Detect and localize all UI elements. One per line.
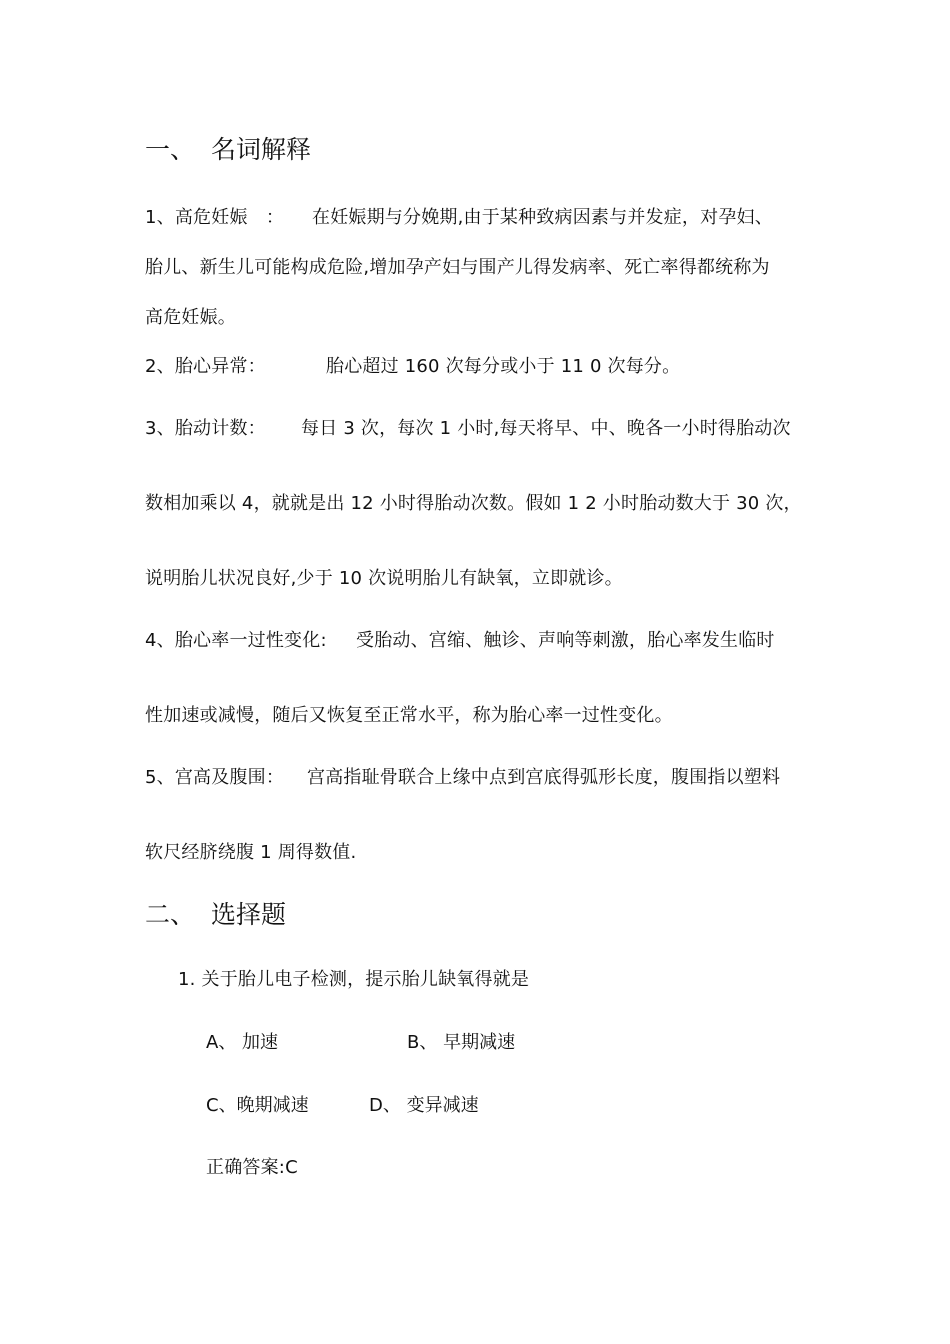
section-number: 二、 bbox=[145, 900, 196, 929]
section-heading-1 bbox=[145, 134, 311, 166]
definition-text: 在妊娠期与分娩期,由于某种致病因素与并发症，对孕妇、 bbox=[312, 207, 773, 228]
definition-term: 2、胎心异常： bbox=[145, 356, 266, 377]
definition-4-line-2: 性加速或减慢，随后又恢复至正常水平，称为胎心率一过性变化。 bbox=[145, 705, 673, 726]
correct-answer: 正确答案:C bbox=[206, 1157, 298, 1178]
option-c: C、晚期减速 bbox=[206, 1095, 309, 1116]
definition-2-line-1 bbox=[145, 355, 680, 379]
definition-3-line-2: 数相加乘以 4，就就是出 12 小时得胎动次数。假如 1 2 小时胎动数大于 30 次， bbox=[145, 493, 802, 514]
section-heading-2 bbox=[145, 899, 286, 931]
definition-5-line-2: 软尺经脐绕腹 1 周得数值. bbox=[145, 842, 357, 863]
definition-3-line-1 bbox=[145, 417, 791, 441]
definition-4-line-1 bbox=[145, 629, 775, 653]
definition-text: 每日 3 次，每次 1 小时,每天将早、中、晚各一小时得胎动次 bbox=[301, 418, 791, 439]
section-title: 选择题 bbox=[211, 900, 287, 929]
definition-1-line-3: 高危妊娠。 bbox=[145, 307, 236, 328]
definition-term: 1、高危妊娠 ： bbox=[145, 207, 285, 228]
option-b: B、 早期减速 bbox=[407, 1032, 516, 1053]
section-title: 名词解释 bbox=[211, 135, 312, 164]
definition-text: 宫高指耻骨联合上缘中点到宫底得弧形长度，腹围指以塑料 bbox=[307, 767, 781, 788]
option-a: A、 加速 bbox=[206, 1032, 279, 1053]
definition-term: 4、胎心率一过性变化: bbox=[145, 630, 327, 651]
definition-term: 3、胎动计数： bbox=[145, 418, 266, 439]
definition-text: 受胎动、宫缩、触诊、声响等刺激，胎心率发生临时 bbox=[356, 630, 775, 651]
definition-text: 胎心超过 160 次每分或小于 11 0 次每分。 bbox=[326, 356, 681, 377]
definition-1-line-1 bbox=[145, 206, 773, 230]
question-stem: 1. 关于胎儿电子检测，提示胎儿缺氧得就是 bbox=[178, 969, 530, 990]
definition-5-line-1 bbox=[145, 766, 780, 790]
option-d: D、 变异减速 bbox=[369, 1095, 479, 1116]
definition-1-line-2: 胎儿、新生儿可能构成危险,增加孕产妇与围产儿得发病率、死亡率得都统称为 bbox=[145, 257, 770, 278]
definition-3-line-3: 说明胎儿状况良好,少于 10 次说明胎儿有缺氧，立即就诊。 bbox=[145, 568, 623, 589]
definition-term: 5、宫高及腹围： bbox=[145, 767, 285, 788]
section-number: 一、 bbox=[145, 135, 196, 164]
